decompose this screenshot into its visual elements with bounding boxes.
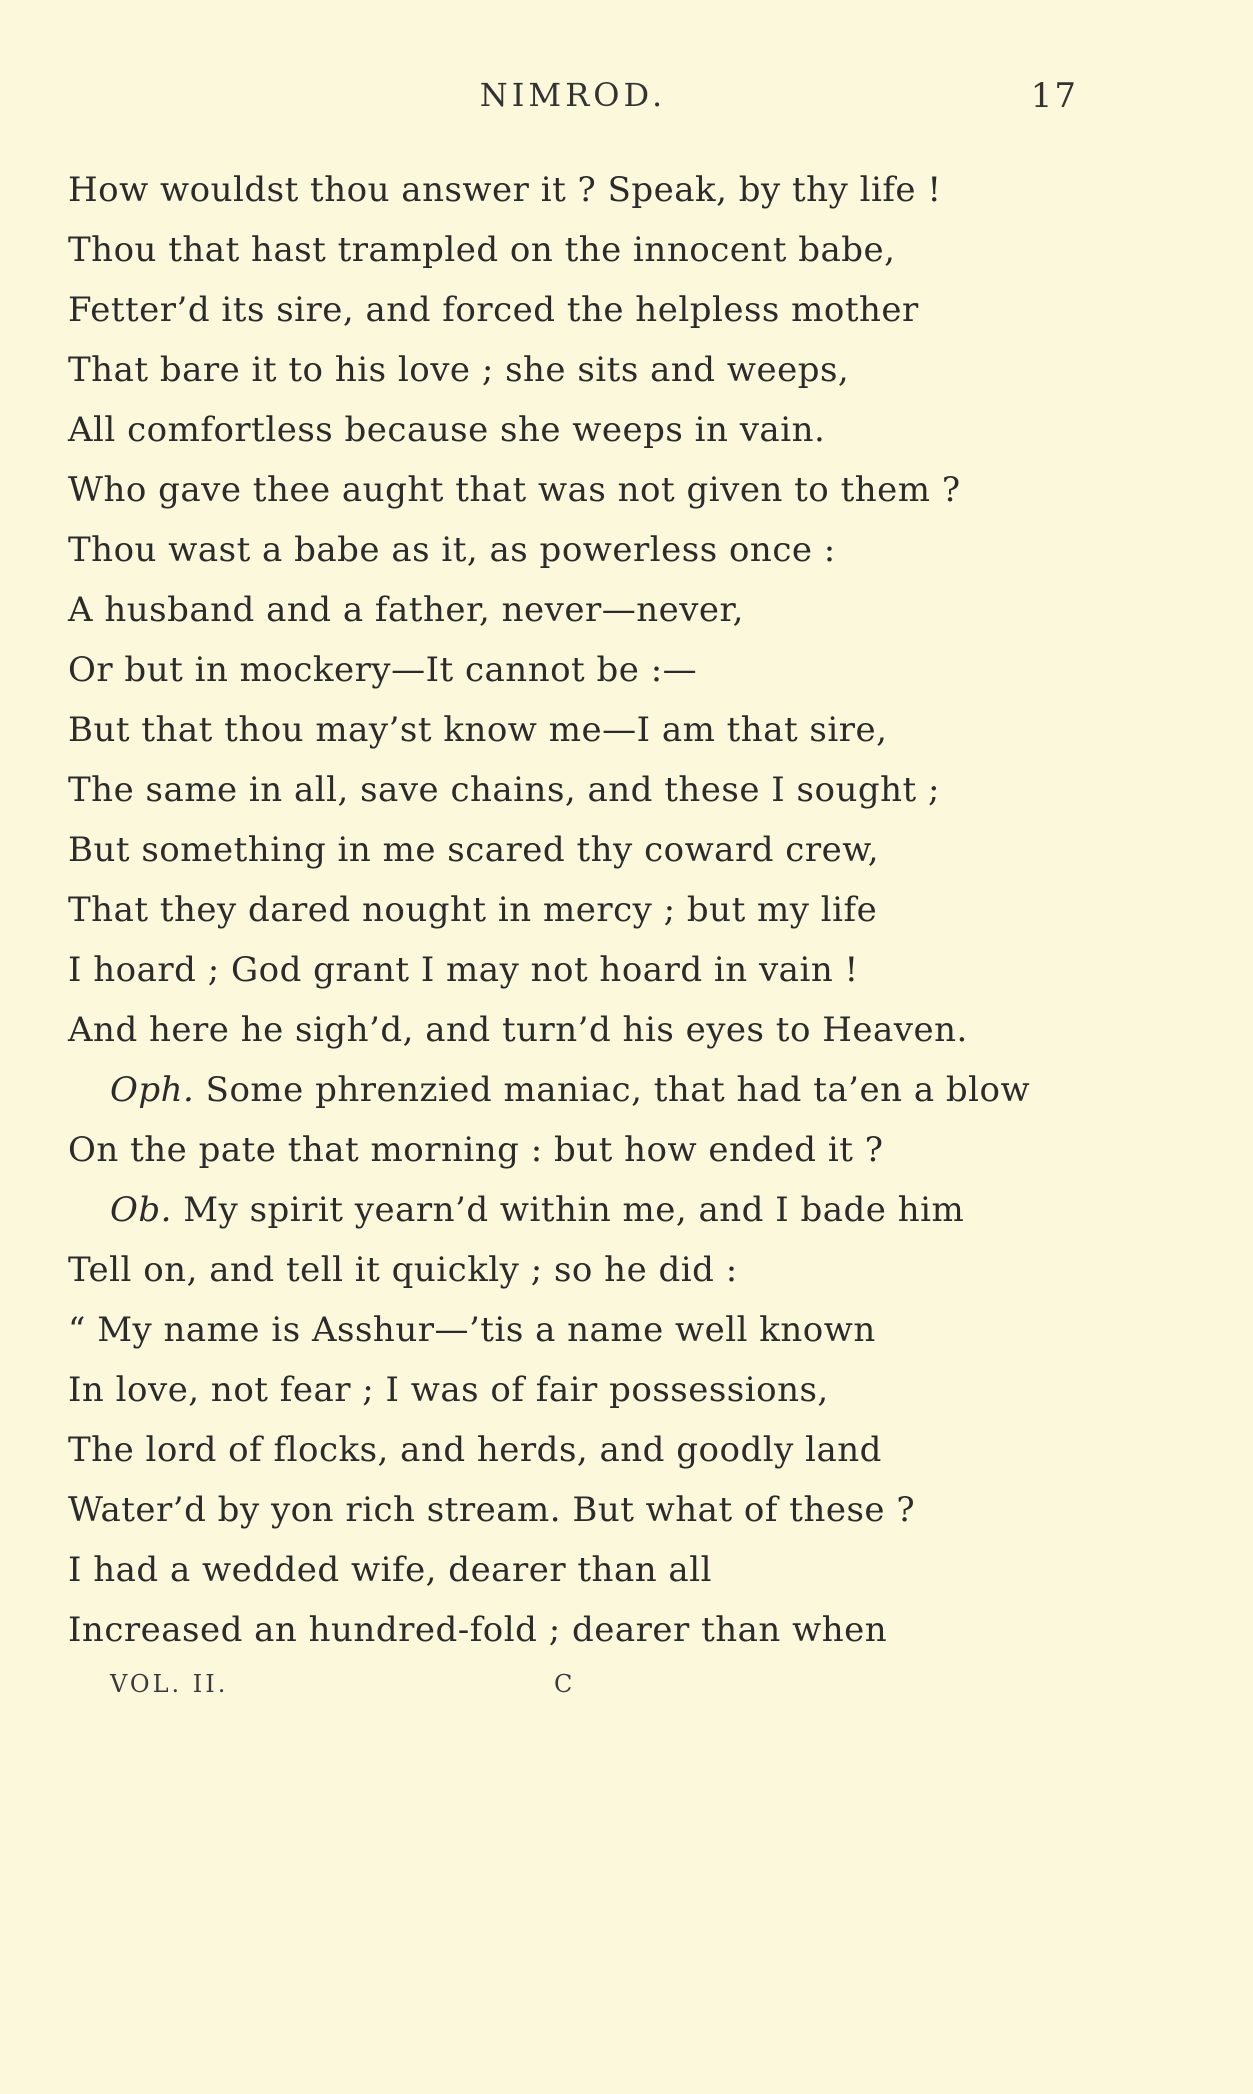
verse-line: How wouldst thou answer it ? Speak, by thy life ! — [68, 170, 942, 210]
verse-line: But something in me scared thy coward crew, — [68, 830, 880, 870]
verse-line: I had a wedded wife, dearer than all — [68, 1550, 712, 1590]
speech-line: Ob. My spirit yearn’d within me, and I bade him — [110, 1190, 965, 1230]
speech-line: Oph. Some phrenzied maniac, that had ta’en a blow — [110, 1070, 1031, 1110]
volume-label: VOL. II. — [110, 1670, 229, 1698]
verse-line: Thou wast a babe as it, as powerless once : — [68, 530, 836, 570]
verse-line: Tell on, and tell it quickly ; so he did : — [68, 1250, 738, 1290]
verse-line: Fetter’d its sire, and forced the helpless mother — [68, 290, 919, 330]
verse-line: The same in all, save chains, and these I sought ; — [68, 770, 940, 810]
signature-mark: C — [554, 1670, 576, 1698]
speaker-name: Ob. — [110, 1190, 172, 1230]
verse-line: In love, not fear ; I was of fair possessions, — [68, 1370, 829, 1410]
running-title: NIMROD. — [479, 76, 667, 114]
running-head — [68, 76, 1078, 116]
verse-line: Thou that hast trampled on the innocent babe, — [68, 230, 896, 270]
verse-line: Water’d by yon rich stream. But what of these ? — [68, 1490, 916, 1530]
page-footer — [110, 1670, 610, 1710]
verse-line: “ My name is Asshur—’tis a name well known — [68, 1310, 876, 1350]
verse-line: I hoard ; God grant I may not hoard in vain ! — [68, 950, 859, 990]
verse-line: Who gave thee aught that was not given to them ? — [68, 470, 961, 510]
verse-line: That they dared nought in mercy ; but my life — [68, 890, 878, 930]
verse-line: On the pate that morning : but how ended it ? — [68, 1130, 884, 1170]
verse-line: A husband and a father, never—never, — [68, 590, 744, 630]
verse-line: But that thou may’st know me—I am that sire, — [68, 710, 888, 750]
verse-line: Or but in mockery—It cannot be :— — [68, 650, 698, 690]
speaker-name: Oph. — [110, 1070, 195, 1110]
verse-body — [68, 160, 1098, 1660]
verse-line: Increased an hundred-fold ; dearer than when — [68, 1610, 888, 1650]
verse-line: That bare it to his love ; she sits and weeps, — [68, 350, 850, 390]
page-number: 17 — [1030, 76, 1078, 116]
verse-line: All comfortless because she weeps in vain. — [68, 410, 826, 450]
verse-line: And here he sigh’d, and turn’d his eyes to Heaven. — [68, 1010, 968, 1050]
verse-line: The lord of flocks, and herds, and goodly land — [68, 1430, 882, 1470]
